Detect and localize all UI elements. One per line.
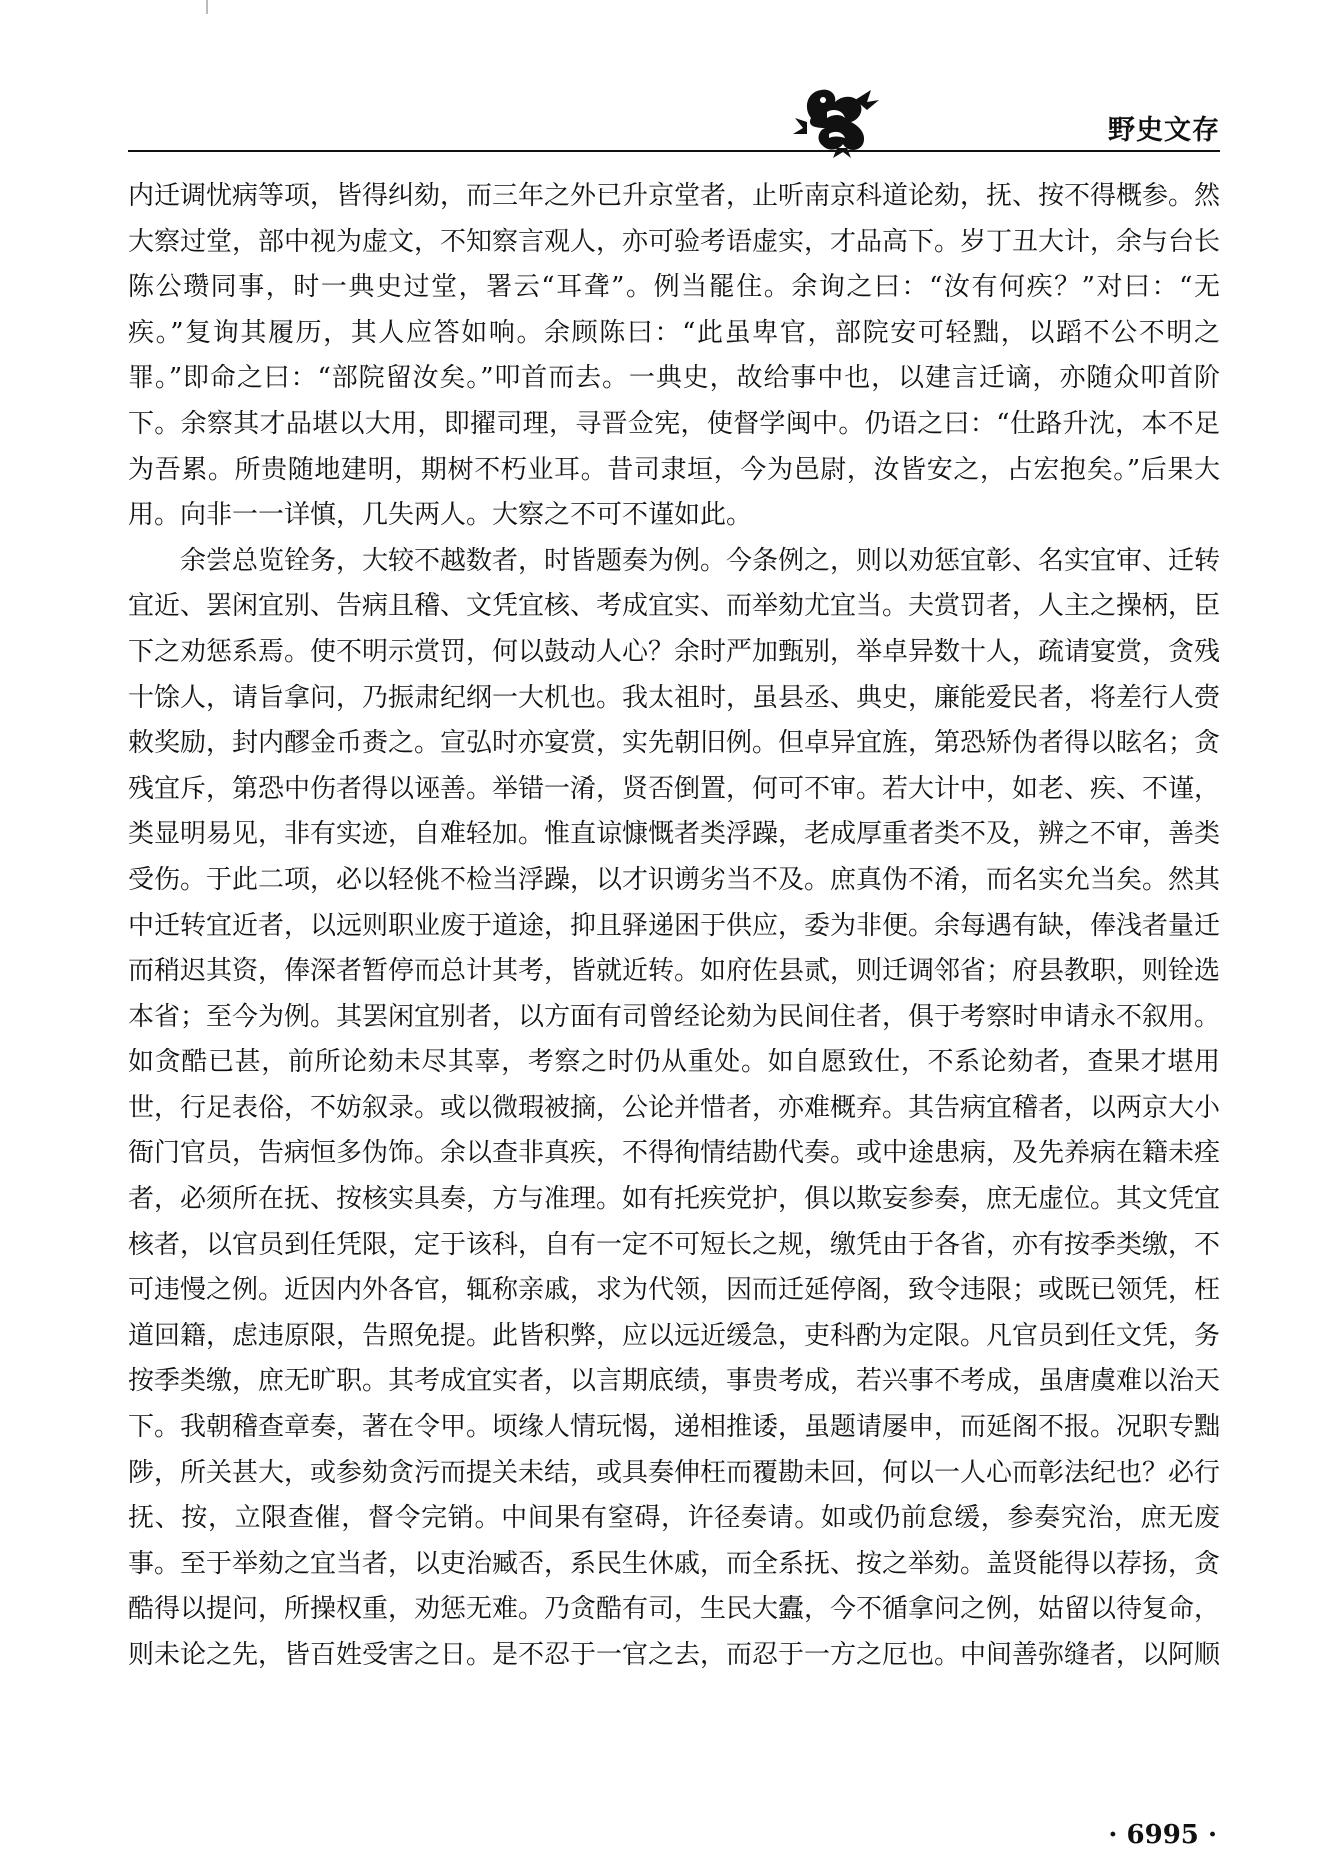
paragraph: 余尝总览铨务，大较不越数者，时皆题奏为例。今条例之，则以劝惩宜彰、名实宜审、迁转宜近、罢闲宜别、告病且稽、文凭宜核、考成宜实、而举劾尤宜当。夫赏罚者，人主之操柄，臣下之劝惩系焉。使不明示赏罚，何以鼓动人心？余时严加甄别，举卓异数十人，疏请宴赏，贪残十馀人，请旨拿问，乃振肃纪纲一大机也。我太祖时，虽县丞、典史，廉能爱民者，将差行人赍敕奖励，封内醪金币赉之。宣弘时亦宴赏，实先朝旧例。但卓异宜旌，第恐矫伪者得以眩名；贪残宜斥，第恐中伤者得以诬善。举错一淆，贤否倒置，何可不审。若大计中，如老、疾、不谨，类显明易见，非有实迹，自难轻加。惟直谅慷慨者类浮躁，老成厚重者类不及，辨之不审，善类受伤。于此二项，必以轻佻不检当浮躁，以才识谫劣当不及。庶真伪不淆，而名实允当矣。然其中迁转宜近者，以远则职业废于道途，抑且驿递困于供应，委为非便。余每遇有缺，俸浅者量迁而稍迟其资，俸深者暂停而总计其考，皆就近转。如府佐县贰，则迁调邻省；府县教职，则铨选本省；至今为例。其罢闲宜别者，以方面有司曾经论劾为民间住者，俱于考察时申请永不叙用。如贪酷已甚，前所论劾未尽其辜，考察之时仍从重处。如自愿致仕，不系论劾者，查果才堪用世，行足表俗，不妨叙录。或以微瑕被摘，公论并惜者，亦难概弃。其告病宜稽者，以两京大小衙门官员，告病恒多伪饰。余以查非真疾，不得徇情结勘代奏。或中途患病，及先养病在籍未痊者，必须所在抚、按核实具奏，方与准理。如有托疾党护，俱以欺妄参奏，庶无虚位。其文凭宜核者，以官员到任凭限，定于该科，自有一定不可短长之规，缴凭由于各省，亦有按季类缴，不可违慢之例。近因内外各官，辄称亲戚，求为代领，因而迁延停阁，致令违限；或既已领凭，枉道回籍，虑违原限，告照免提。此皆积弊，应以远近缓急，吏科酌为定限。凡官员到任文凭，务按季类缴，庶无旷职。其考成宜实者，以言期底绩，事贵考成，若兴事不考成，虽唐虞难以治天下。我朝稽查章奏，著在令甲。顷缘人情玩愒，递相推诿，虽题请屡申，而延阁不报。况职专黜陟，所关甚大，或参劾贪污而提关未结，或具奏伸枉而覆勘未回，何以一人心而彰法纪也？必行抚、按，立限查催，督令完销。中间果有窒碍，许径奏请。如或仍前怠缓，参奏究治，庶无废事。至于举劾之宜当者，以吏治臧否，系民生休戚，而全系抚、按之举劾。盖贤能得以荐扬，贪酷得以提问，所操权重，劝惩无难。乃贪酷有司，生民大蠹，今不循拿问之例，姑留以待复命，则未论之先，皆百姓受害之日。是不忍于一官之去，而忍于一方之厄也。中间善弥缝者，以阿顺 [128,545,1221,1670]
page-header [128,70,1220,162]
page-title: 野史文存 [1108,115,1220,146]
dragon-emblem-icon [793,78,883,158]
body-text [128,174,1220,1679]
paragraph: 内迁调忧病等项，皆得纠劾，而三年之外已升京堂者，止听南京科道论劾，抚、按不得概参。然大察过堂，部中视为虚文，不知察言观人，亦可验考语虚实，才品高下。岁丁丑大计，余与台长陈公瓒同事，时一典史过堂，署云“耳聋”。例当罷住。余询之曰：“汝有何疾？”对曰：“无疾。”复询其履历，其人应答如响。余顾陈曰：“此虽卑官，部院安可轻黜，以蹈不公不明之罪。”即命之曰：“部院留汝矣。”叩首而去。一典史，故给事中也，以建言迁谪，亦随众叩首阶下。余察其才品堪以大用，即擢司理，寻晋佥宪，使督学闽中。仍语之曰：“仕路升沈，本不足为吾累。所贵随地建明，期树不朽业耳。昔司隶垣，今为邑尉，汝皆安之，占宏抱矣。”后果大用。向非一一详慎，几失两人。大察之不可不谨如此。 [128,181,1221,531]
scan-mark [206,0,208,14]
header-divider [128,150,1220,152]
page-number: · 6995 · [1108,1820,1217,1850]
